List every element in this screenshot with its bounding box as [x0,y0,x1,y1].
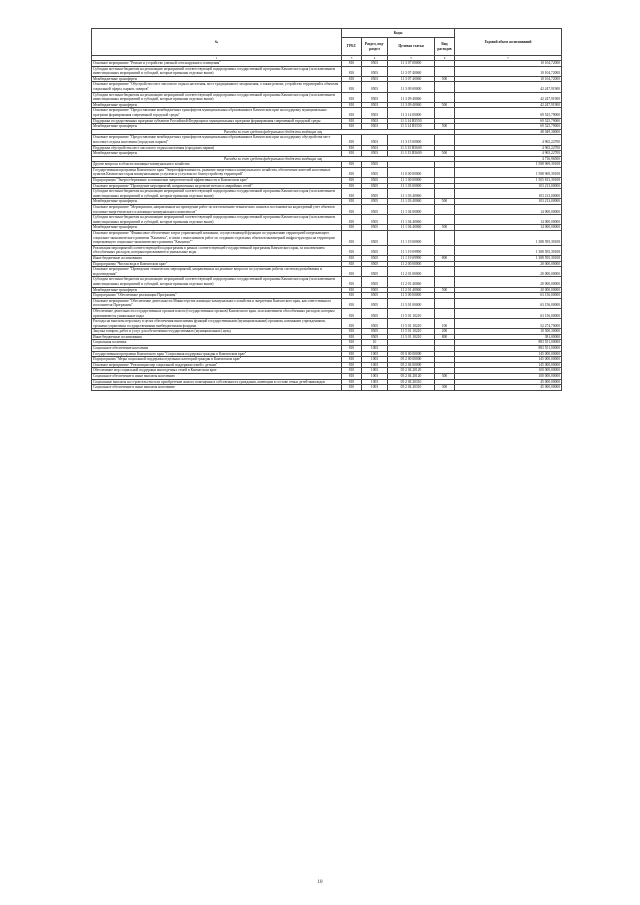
name-cell: Подпрограмма "Чистая вода в Камчатском крае" [92,261,342,267]
vr-cell: 300 [435,374,455,380]
table-row [92,267,562,277]
amount-cell: 20 000,00000 [455,277,562,287]
header-index: 5 [388,56,435,61]
amount-cell: 10 104,72000 [455,66,562,76]
vr-cell: 800 [435,255,455,261]
table-row [92,385,562,391]
header-codes: Коды [342,29,455,38]
amount-cell: 1 588 969,39108 [455,162,562,168]
name-cell: Основное мероприятие "Проведение мероприятий, направленных на ремонт ветхих и аварийных сетей" [92,183,342,189]
header-grbs: ГРБС [342,38,362,56]
amount-cell: 103 213,00000 [455,183,562,189]
name-cell: Основное мероприятие "Обустройство мест массового отдыха населения, мест традиционного захоронения, а также ремонт, устройство территорий к объектам социальной сферы, парков, скверов" [92,82,342,92]
name-cell: Обеспечение деятельности государственных органов власти (государственных органов) Камчатского края, за исключением обособленных расходов, которым присваиваются уникальные коды [92,308,342,318]
vr-cell [435,277,455,287]
section-cell: 0503 [362,151,388,157]
name-cell: Субсидии местным бюджетам на реализацию мероприятий соответствующей подпрограммы государственной программы Камчатского края (за исключением инвестиционных мероприятий и субсидий, которые признаны отдельно выше) [92,92,342,102]
grbs-cell: 810 [342,82,362,92]
amount-cell: 145 000,00000 [455,351,562,357]
section-cell: 0505 [362,319,388,329]
amount-cell: 14 000,00000 [455,205,562,215]
target-cell: 11 3 09 40060 [388,92,435,102]
section-cell: 0505 [362,293,388,299]
amount-cell: 4 965,22700 [455,135,562,145]
grbs-cell: 810 [342,178,362,184]
section-cell: 0503 [362,108,388,118]
section-cell: 0503 [362,92,388,102]
table-body [92,61,562,391]
header-num: № [92,29,342,56]
name-cell: Подпрограмма "Энергосбережение и повышение энергетической эффективности в Камчатском крае" [92,178,342,184]
grbs-cell: 810 [342,319,362,329]
table-row [92,92,562,102]
amount-cell: 1 505 813,39108 [455,178,562,184]
target-cell: 11 3 14 00000 [388,108,435,118]
vr-cell: 300 [435,385,455,391]
table-row [92,245,562,255]
grbs-cell: 810 [342,66,362,76]
name-cell: Подпрограмма "Обеспечение реализации Программы" [92,293,342,299]
name-cell: Обеспечение мер социальной поддержки многодетных семей в Камчатском крае [92,368,342,374]
amount-cell: 4 716,96500 [455,156,562,162]
section-cell: 0505 [362,205,388,215]
section-cell: 0505 [362,245,388,255]
grbs-cell: 810 [342,92,362,102]
target-cell: 11 5 01 10210 [388,308,435,318]
amount-cell: 20 000,00000 [455,261,562,267]
vr-cell [435,108,455,118]
target-cell: 11 3 15 R5600 [388,145,435,151]
section-cell: 0505 [362,178,388,184]
section-cell: 0505 [362,277,388,287]
section-cell: 1003 [362,351,388,357]
target-cell: 11 2 00 00000 [388,261,435,267]
grbs-cell: 810 [342,167,362,177]
grbs-cell: 810 [342,346,362,352]
grbs-cell: 810 [342,298,362,308]
grbs-cell: 810 [342,357,362,363]
vr-cell [435,189,455,199]
amount-cell: 14 000,00000 [455,225,562,231]
budget-table-page [91,28,561,391]
amount-cell: 145 000,00000 [455,357,562,363]
header-index: 6 [435,56,455,61]
table-header [92,29,562,61]
vr-cell: 500 [435,151,455,157]
vr-cell [435,82,455,92]
header-index: 3 [342,56,362,61]
vr-cell [435,215,455,225]
amount-cell: 1 588 969,39108 [455,167,562,177]
table-row [92,277,562,287]
name-cell: Межбюджетные трансферты [92,102,342,108]
grbs-cell: 810 [342,308,362,318]
amount-cell: 20 000,00000 [455,267,562,277]
vr-cell: 500 [435,102,455,108]
page-number: 10 [317,880,323,885]
name-cell: Основное мероприятие "Предоставление межбюджетных трансфертов муниципальным образованиям в Камчатском крае на поддержку муниципальных программ формирования современной городской среды" [92,108,342,118]
amount-cell: 63 156,00000 [455,298,562,308]
name-cell: Основное мероприятие "Финансовое обеспечение затрат управляющей компании, осуществляющей функции по управлению территорией опережающего социально-экономического развития "Камчатка", в связи с выполнением работ по созданию отдельных объектов инженерной инфраструктуры на территории опережающего социально-экономического развития "Камчатка"" [92,231,342,246]
name-cell: Межбюджетные трансферты [92,199,342,205]
target-cell: 11 1 04 40060 [388,225,435,231]
section-cell: 0503 [362,124,388,130]
target-cell: 11 3 07 40060 [388,76,435,82]
name-cell: Иные бюджетные ассигнования [92,255,342,261]
target-cell: 11 3 09 00000 [388,82,435,92]
section-cell: 0505 [362,189,388,199]
section-cell: 0505 [362,334,388,340]
section-cell: 0505 [362,261,388,267]
amount-cell: 20 000,00000 [455,287,562,293]
amount-cell: 69 525,79000 [455,124,562,130]
vr-cell [435,92,455,102]
amount-cell: 100 000,00000 [455,368,562,374]
target-cell: 11 3 09 40060 [388,102,435,108]
amount-cell: 103 213,00000 [455,189,562,199]
amount-cell: 42 247,91900 [455,92,562,102]
grbs-cell: 810 [342,340,362,346]
table-row [92,135,562,145]
table-row [92,308,562,318]
name-cell: Межбюджетные трансферты [92,76,342,82]
section-cell: 0503 [362,135,388,145]
name-cell: Реализация мероприятий соответствующей подпрограммы в рамках соответствующей государственной программы Камчатского края, за исключением обособленных расходов, которым присваиваются уникальные коды [92,245,342,255]
target-cell: 05 2 04 20120 [388,374,435,380]
header-amount: Годовой объем ассигнований [455,29,562,56]
name-cell: Социальные выплаты на строительство или приобретение жилого помещения в собственность гражданам, имеющим в составе семьи детей-инвалидов [92,379,342,385]
section-cell: 0503 [362,145,388,151]
vr-cell: 500 [435,199,455,205]
target-cell: 05 2 04 20120 [388,368,435,374]
name-cell: Подпрограмма "Меры социальной поддержки отдельных категорий граждан в Камчатском крае" [92,357,342,363]
target-cell: 11 5 00 00000 [388,293,435,299]
table-row [92,108,562,118]
amount-cell: 1 388 595,39108 [455,245,562,255]
name-cell: Государственная программа Камчатского края "Энергоэффективность, развитие энергетики и коммунального хозяйства, обеспечение жителей населенных пунктов Камчатского края коммунальными услугами и услугами по благоустройству территорий" [92,167,342,177]
amount-cell: 1 388 595,39108 [455,255,562,261]
vr-cell: 500 [435,76,455,82]
name-cell: Другие вопросы в области жилищно-коммунального хозяйства [92,162,342,168]
target-cell: 11 2 01 00000 [388,267,435,277]
table-row [92,298,562,308]
name-cell: Поддержка обустройства мест массового отдыха населения (городских парков) [92,145,342,151]
amount-cell: 69 525,79000 [455,118,562,124]
grbs-cell: 810 [342,189,362,199]
vr-cell: 500 [435,225,455,231]
section-cell: 0503 [362,76,388,82]
amount-cell: 10 500,30000 [455,329,562,335]
name-cell: Межбюджетные трансферты [92,287,342,293]
section-cell: 0505 [362,255,388,261]
grbs-cell: 810 [342,183,362,189]
section-cell: 0505 [362,162,388,168]
name-cell: Основное мероприятие "Обеспечение деятельности Министерства жилищно-коммунального хозяйства и энергетики Камчатского края, как ответственного исполнителя Программы" [92,298,342,308]
amount-cell: 4 965,22700 [455,151,562,157]
section-cell: 0505 [362,329,388,335]
amount-cell: 883 551,00000 [455,340,562,346]
grbs-cell: 810 [342,368,362,374]
table-row [92,189,562,199]
table-row [92,215,562,225]
target-cell: 05 2 00 00000 [388,357,435,363]
section-cell: 1003 [362,379,388,385]
vr-cell [435,135,455,145]
target-cell: 11 3 15 R5600 [388,151,435,157]
grbs-cell: 810 [342,379,362,385]
name-cell: Социальное обеспечение и иные выплаты населению [92,385,342,391]
target-cell: 11 5 01 10210 [388,319,435,329]
section-cell: 0505 [362,298,388,308]
amount-cell: 145 000,00000 [455,362,562,368]
grbs-cell: 810 [342,135,362,145]
target-cell: 11 1 03 40060 [388,189,435,199]
vr-cell [435,205,455,215]
grbs-cell: 810 [342,199,362,205]
target-cell: 11 2 01 40060 [388,287,435,293]
amount-cell: 42 247,91900 [455,102,562,108]
grbs-cell: 810 [342,61,362,67]
vr-cell: 800 [435,334,455,340]
amount-cell: 52 274,70000 [455,319,562,329]
section-cell: 0505 [362,183,388,189]
amount-cell: 45 000,00000 [455,385,562,391]
section-cell: 0505 [362,231,388,246]
vr-cell [435,298,455,308]
grbs-cell: 810 [342,362,362,368]
section-cell: 1003 [362,368,388,374]
section-cell: 0505 [362,225,388,231]
target-cell: 11 0 00 00000 [388,167,435,177]
grbs-cell: 810 [342,215,362,225]
vr-cell [435,267,455,277]
grbs-cell: 810 [342,225,362,231]
grbs-cell: 810 [342,205,362,215]
vr-cell [435,66,455,76]
amount-cell: 45 000,00000 [455,379,562,385]
name-cell: Субсидии местным бюджетам на реализацию мероприятий соответствующей подпрограммы государственной программы Камчатского края (за исключением инвестиционных мероприятий и субсидий, которые признаны отдельно выше) [92,277,342,287]
target-cell: 11 3 14 R5550 [388,124,435,130]
table-row [92,205,562,215]
amount-cell: 48 049,38000 [455,129,562,135]
target-cell: 11 2 01 40060 [388,277,435,287]
vr-cell: 200 [435,329,455,335]
table-row [92,82,562,92]
grbs-cell: 810 [342,102,362,108]
table-row [92,167,562,177]
note-cell: Расходы за счет средств федерального бюджета входящих лиц [92,129,455,135]
target-cell: 11 3 07 00000 [388,61,435,67]
amount-cell: 63 156,00000 [455,308,562,318]
name-cell: Основное мероприятие "Реализация мер социальной поддержки семей с детьми" [92,362,342,368]
target-cell: 11 1 03 00000 [388,183,435,189]
name-cell: Субсидии местным бюджетам на реализацию мероприятий соответствующей подпрограммы государственной программы Камчатского края (за исключением инвестиционных мероприятий и субсидий, которые признаны отдельно выше) [92,215,342,225]
amount-cell: 1 388 595,39108 [455,231,562,246]
section-cell: 0505 [362,199,388,205]
section-cell: 1003 [362,374,388,380]
table-row [92,319,562,329]
section-cell: 1003 [362,385,388,391]
section-cell: 0503 [362,118,388,124]
grbs-cell: 810 [342,162,362,168]
grbs-cell: 810 [342,374,362,380]
header-target: Целевая статья [388,38,435,56]
section-cell: 0503 [362,66,388,76]
section-cell: 1003 [362,362,388,368]
name-cell: Основное мероприятие "Мероприятия, направленные на проведение работ по изготовлению технических планов и постановке на кадастровый учет объектов топливно-энергетического и жилищно-коммунального комплексов" [92,205,342,215]
target-cell: 11 3 14 R5550 [388,118,435,124]
target-cell: 11 5 01 10210 [388,329,435,335]
name-cell: Иные бюджетные ассигнования [92,334,342,340]
target-cell: 11 1 03 40060 [388,199,435,205]
amount-cell: 100 000,00000 [455,374,562,380]
section-cell: 1003 [362,357,388,363]
grbs-cell: 810 [342,245,362,255]
section-cell: 0505 [362,267,388,277]
target-cell: 05 0 00 00000 [388,351,435,357]
grbs-cell: 810 [342,255,362,261]
name-cell: Межбюджетные трансферты [92,124,342,130]
amount-cell: 42 247,91900 [455,82,562,92]
section-cell: 1003 [362,346,388,352]
amount-cell: 10 104,72000 [455,61,562,67]
target-cell: 11 3 07 40060 [388,66,435,76]
name-cell: Основное мероприятие "Предоставление межбюджетных трансфертов муниципальным образованиям в Камчатском крае на поддержку обустройства мест массового отдыха населения (городских парков)" [92,135,342,145]
note-cell: Расходы за счет средств федерального бюджета входящих лиц [92,156,455,162]
section-cell: 0505 [362,167,388,177]
grbs-cell: 810 [342,231,362,246]
amount-cell: 63 156,00000 [455,293,562,299]
name-cell: Межбюджетные трансферты [92,151,342,157]
name-cell: Закупка товаров, работ и услуг для обеспечения государственных (муниципальных) нужд [92,329,342,335]
section-cell: 0505 [362,308,388,318]
vr-cell [435,245,455,255]
amount-cell: 4 965,22700 [455,145,562,151]
grbs-cell: 810 [342,261,362,267]
name-cell: Межбюджетные трансферты [92,225,342,231]
target-cell: 11 3 15 00000 [388,135,435,145]
section-cell: 0503 [362,61,388,67]
name-cell: Основное мероприятие "Проведение технических мероприятий, направленных на решение вопросов по улучшению работы систем водоснабжения и водоотведения" [92,267,342,277]
section-cell: 0503 [362,82,388,92]
target-cell: 11 1 19 09990 [388,255,435,261]
header-index: 4 [362,56,388,61]
grbs-cell: 810 [342,287,362,293]
name-cell: Социальное обеспечение и иные выплаты населению [92,374,342,380]
target-cell: 11 1 19 00000 [388,231,435,246]
grbs-cell: 810 [342,145,362,151]
name-cell: Социальное обеспечение населения [92,346,342,352]
amount-cell: 14 000,00000 [455,215,562,225]
target-cell: 05 2 04 20310 [388,379,435,385]
table-row [92,66,562,76]
header-vr: Вид расходов [435,38,455,56]
grbs-cell: 810 [342,124,362,130]
target-cell: 11 1 04 00000 [388,205,435,215]
budget-table [91,28,562,391]
grbs-cell: 810 [342,267,362,277]
name-cell: Субсидии местным бюджетам на реализацию мероприятий соответствующей подпрограммы государственной программы Камчатского края (за исключением инвестиционных мероприятий и субсидий, которые признаны отдельно выше) [92,66,342,76]
target-cell: 11 1 00 00000 [388,178,435,184]
amount-cell: 69 525,79000 [455,108,562,118]
target-cell: 11 1 19 09990 [388,245,435,255]
section-cell: 0503 [362,102,388,108]
amount-cell: 883 551,00000 [455,346,562,352]
name-cell: Государственная программа Камчатского края "Социальная поддержка граждан в Камчатском крае" [92,351,342,357]
section-cell: 0505 [362,215,388,225]
table-row [92,231,562,246]
amount-cell: 10 104,72000 [455,76,562,82]
amount-cell: 381,00000 [455,334,562,340]
name-cell: Социальная политика [92,340,342,346]
vr-cell [435,231,455,246]
grbs-cell: 810 [342,334,362,340]
target-cell: 11 1 04 40060 [388,215,435,225]
vr-cell [435,167,455,177]
name-cell: Основное мероприятие "Ремонт и устройство уличной сети наружного освещения" [92,61,342,67]
header-index: 7 [455,56,562,61]
amount-cell: 103 213,00000 [455,199,562,205]
header-section: Раздел, под-раздел [362,38,388,56]
header-index: 1 [92,56,342,61]
grbs-cell: 810 [342,351,362,357]
grbs-cell: 810 [342,293,362,299]
name-cell: Расходы на выплаты персоналу в целях обеспечения выполнения функций государственными (муниципальными) органами, казенными учреждениями, органами управления государственными внебюджетными фондами [92,319,342,329]
vr-cell: 100 [435,319,455,329]
vr-cell [435,308,455,318]
target-cell: 05 2 04 20310 [388,385,435,391]
grbs-cell: 810 [342,329,362,335]
section-cell: 0505 [362,287,388,293]
name-cell: Поддержка государственных программ субъектов Российской Федерации и муниципальных программ формирования современной городской среды [92,118,342,124]
grbs-cell: 810 [342,277,362,287]
target-cell: 11 5 01 10210 [388,334,435,340]
grbs-cell: 810 [342,385,362,391]
vr-cell: 500 [435,287,455,293]
grbs-cell: 810 [342,76,362,82]
section-cell: 10 [362,340,388,346]
target-cell: 11 5 01 00000 [388,298,435,308]
grbs-cell: 810 [342,108,362,118]
grbs-cell: 810 [342,118,362,124]
vr-cell: 500 [435,124,455,130]
target-cell: 05 2 04 00000 [388,362,435,368]
name-cell: Субсидии местным бюджетам на реализацию мероприятий соответствующей подпрограммы государственной программы Камчатского края (за исключением инвестиционных мероприятий и субсидий, которые признаны отдельно выше) [92,189,342,199]
grbs-cell: 810 [342,151,362,157]
